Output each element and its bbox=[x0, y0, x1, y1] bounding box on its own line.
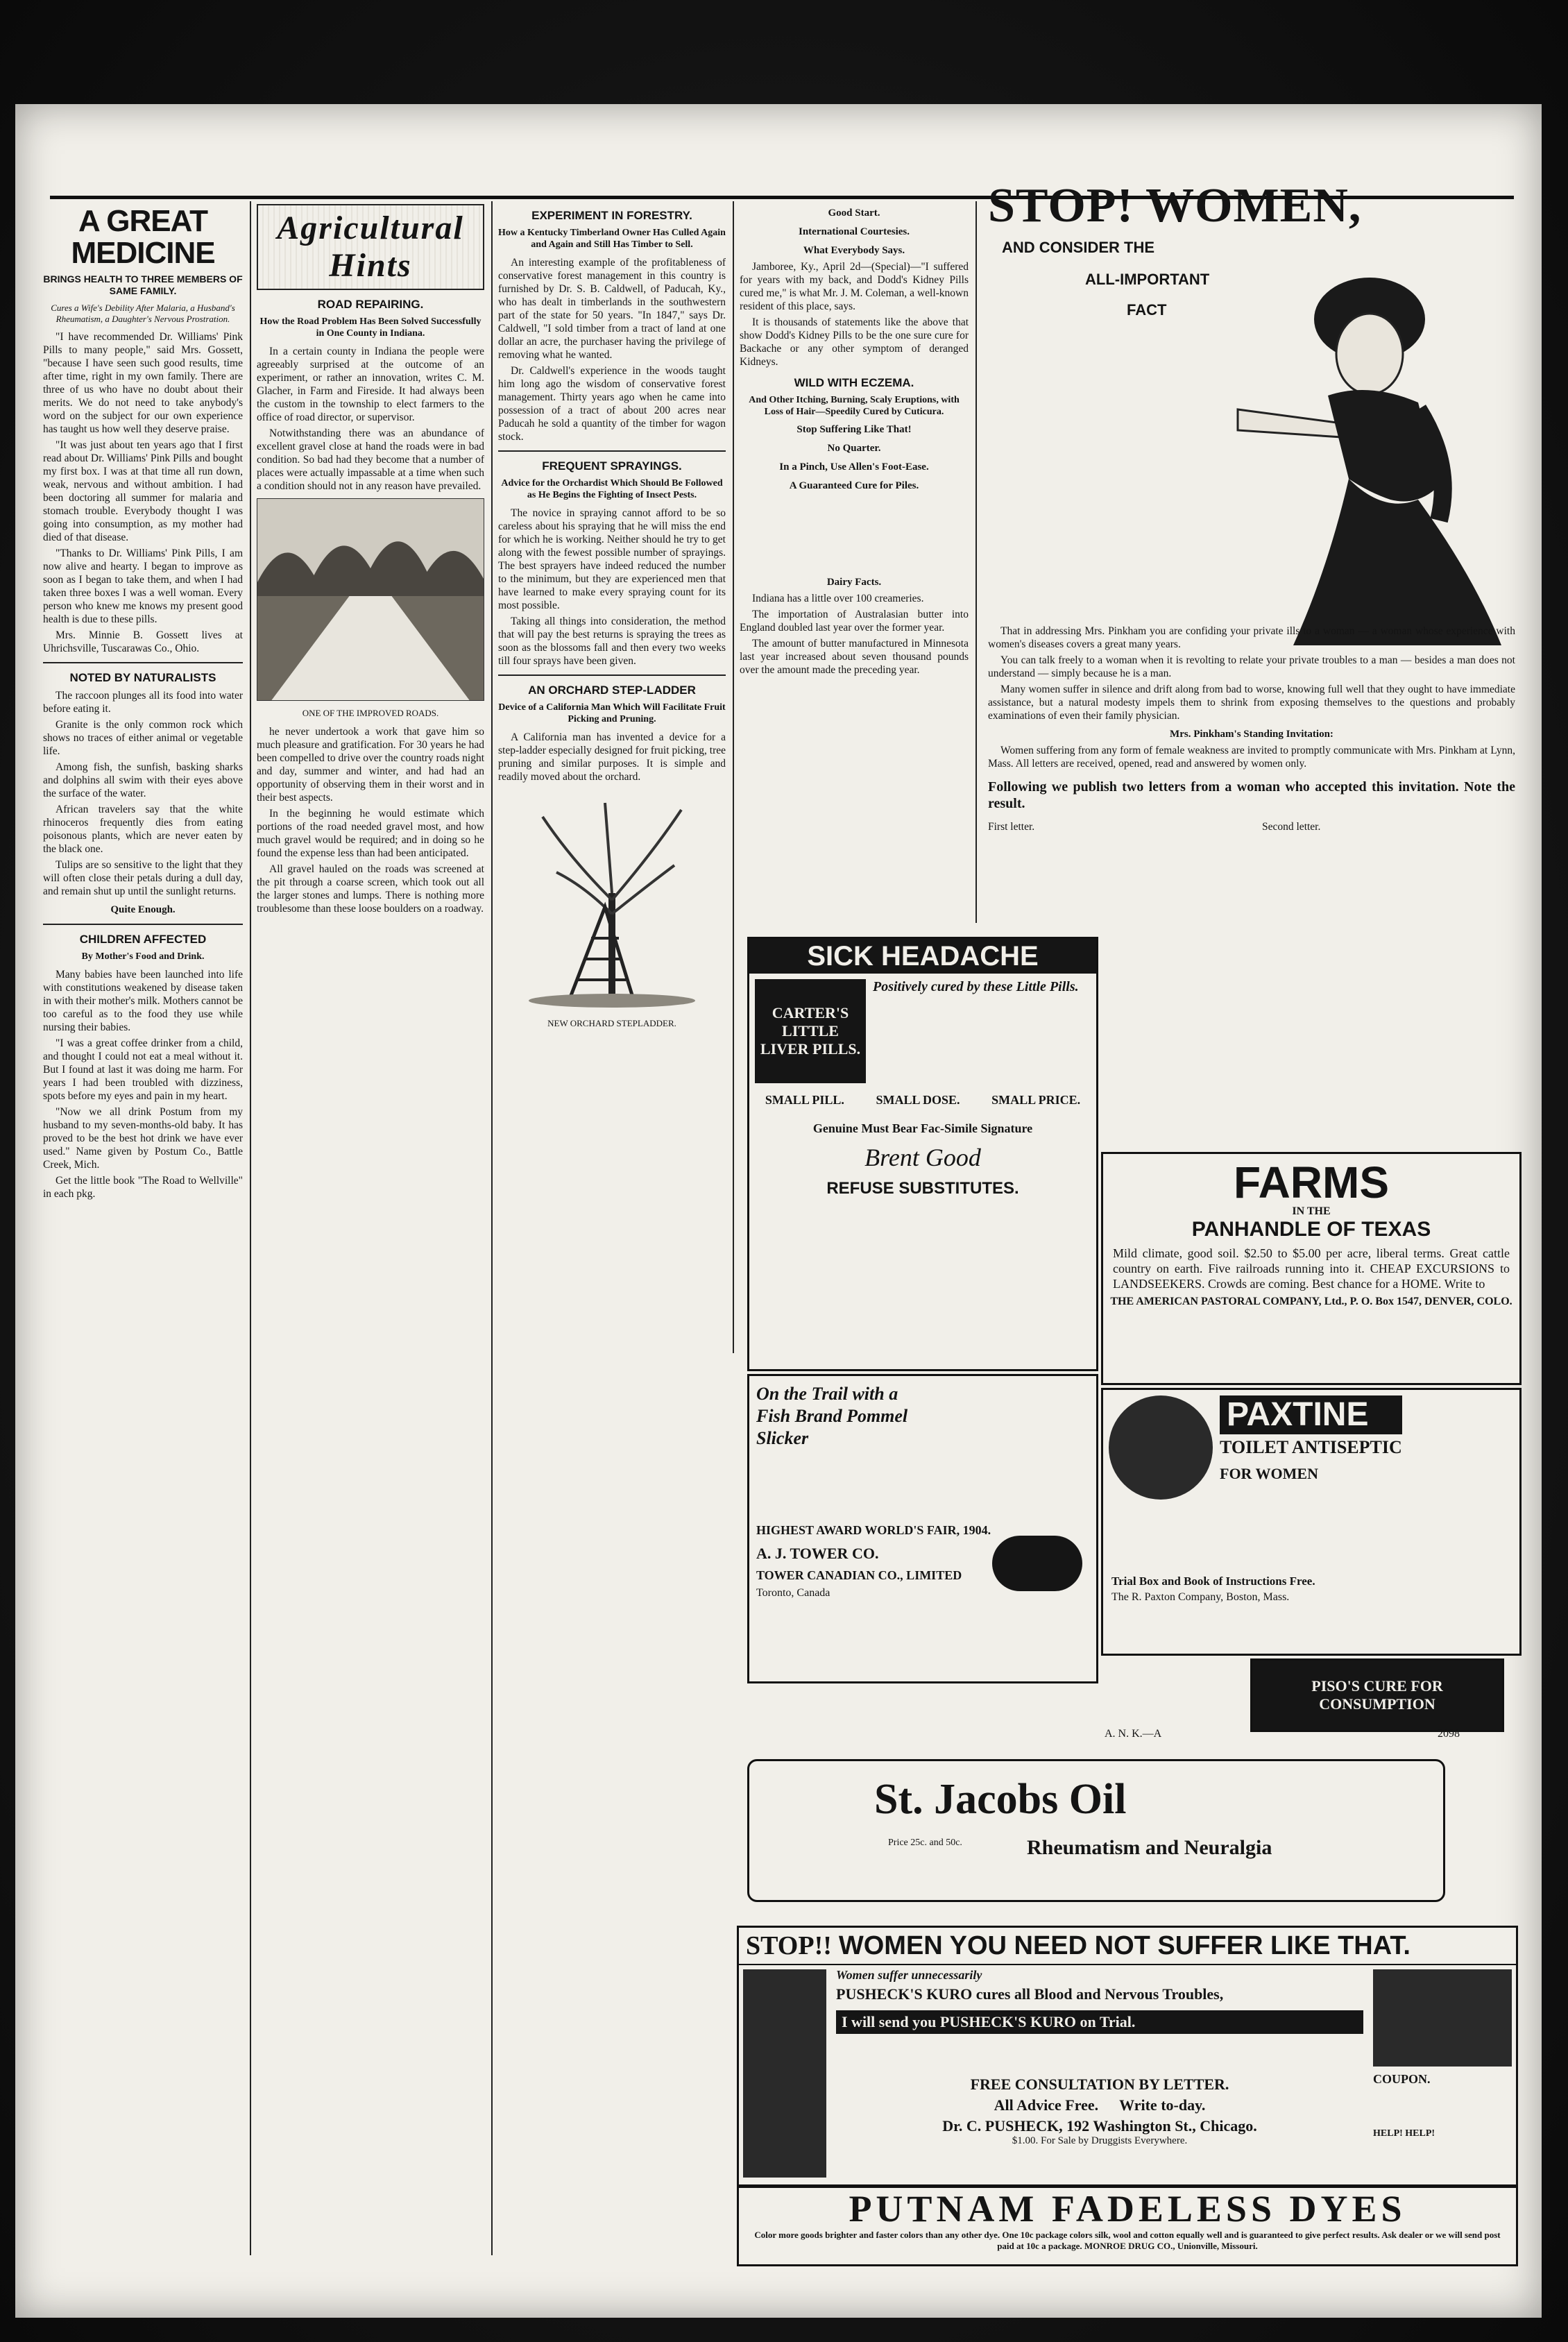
ad-free: FREE CONSULTATION BY LETTER. bbox=[970, 2076, 1229, 2093]
ad-headline: PUTNAM FADELESS DYES bbox=[849, 2188, 1406, 2230]
subhead: Quite Enough. bbox=[110, 904, 176, 915]
paragraph: In the beginning he would estimate which portions of the road needed gravel most, and how much gravel would be required; and in doing so he found the expense less than had been anticipated. bbox=[257, 808, 484, 859]
subhead: In a Pinch, Use Allen's Foot-Ease. bbox=[779, 461, 929, 473]
ad-towers bbox=[747, 1374, 1098, 1683]
ad-line: FACT bbox=[1127, 301, 1167, 319]
paragraph: "I was a great coffee drinker from a child, and thought I could not eat a meal without it. But I found at last it was doing me harm. For years I had been troubled with dizziness, spots before my eyes and pain in my heart. bbox=[43, 1037, 243, 1102]
paragraph: Dr. Caldwell's experience in the woods taught him long ago the wisdom of conservative forest management. Thirty years ago when he came into possession of a tract of about 200 acres near Paducah he sold a quantity of the timber for wagon stock. bbox=[498, 365, 726, 443]
ad-address: Dr. C. PUSHECK, 192 Washington St., Chicago. bbox=[942, 2117, 1257, 2135]
subhead: Dairy Facts. bbox=[826, 577, 882, 588]
ad-tags bbox=[749, 1093, 1096, 1108]
section-head: WILD WITH ECZEMA. bbox=[794, 376, 914, 389]
section-rule bbox=[43, 662, 243, 663]
paragraph: That in addressing Mrs. Pinkham you are confiding your private ills to a woman — a woman whose experience with women's diseases covers a great many years. bbox=[988, 625, 1515, 650]
paragraph: The amount of butter manufactured in Minnesota last year increased about seven thousand pounds over the amount made the preceding year. bbox=[740, 638, 969, 676]
ad-brand: PUSHECK'S KURO cures all Blood and Nervous Troubles, bbox=[836, 1985, 1224, 2003]
section-head: CHILDREN AFFECTED bbox=[79, 933, 207, 946]
footer-note: Get the little book "The Road to Wellville" in each pkg. bbox=[43, 1175, 243, 1200]
section-rule bbox=[43, 924, 243, 925]
ad-headline: FARMS bbox=[1234, 1157, 1389, 1207]
ad-company: The R. Paxton Company, Boston, Mass. bbox=[1111, 1591, 1290, 1603]
subhead: No Quarter. bbox=[827, 443, 881, 454]
carters-box: CARTER'S LITTLE LIVER PILLS. bbox=[755, 979, 866, 1083]
ad-line: On the Trail with a Fish Brand Pommel Slicker bbox=[756, 1384, 908, 1448]
paragraph: Many babies have been launched into life with constitutions weakened by disease taken in with their mother's milk. Mothers cannot be too careful as to the food they use while nursing their babies. bbox=[43, 969, 243, 1033]
ad-st-jacobs bbox=[747, 1759, 1445, 1902]
ad-price: $1.00. For Sale by Druggists Everywhere. bbox=[1012, 2135, 1188, 2146]
headline-great-medicine: A GREAT MEDICINE bbox=[71, 204, 215, 270]
paragraph: The importation of Australasian butter into England doubled last year over the former year. bbox=[740, 609, 969, 634]
subhead: What Everybody Says. bbox=[803, 245, 905, 256]
tag: SMALL PILL. bbox=[765, 1093, 844, 1107]
section-subhead: And Other Itching, Burning, Scaly Eruptions, with Loss of Hair—Speedily Cured by Cuticura. bbox=[749, 395, 960, 417]
ad-canada: TOWER CANADIAN CO., LIMITED bbox=[756, 1568, 962, 1582]
refuse-text: REFUSE SUBSTITUTES. bbox=[826, 1179, 1019, 1198]
column-rule bbox=[975, 201, 977, 923]
column-rule bbox=[733, 201, 734, 1353]
section-head: ROAD REPAIRING. bbox=[317, 298, 424, 311]
ad-headline: PAXTINE bbox=[1220, 1395, 1402, 1434]
section-rule bbox=[498, 674, 726, 676]
ad-fine: Price 25c. and 50c. bbox=[888, 1838, 962, 1848]
ad-sub: Positively cured by these Little Pills. bbox=[873, 979, 1079, 994]
paragraph: An interesting example of the profitableness of conservative forest management in this country is furnished by Dr. S. B. Caldwell, of Paducah, Ky., who has dealt in timberlands in the southwestern part of the state for 50 years. "In 1847," says Dr. Caldwell, "I sold timber from a tract of land at one dollar an acre, the purchaser having the privilege of removing what he wanted. bbox=[498, 257, 726, 361]
newspaper-page bbox=[15, 104, 1542, 2318]
section-rule bbox=[498, 450, 726, 452]
ad-trial: Trial Box and Book of Instructions Free. bbox=[1111, 1575, 1315, 1588]
ad-sick-headache bbox=[747, 937, 1098, 1371]
ad-headline: STOP! WOMEN, bbox=[988, 180, 1362, 232]
ad-company: A. J. TOWER CO. bbox=[756, 1545, 879, 1562]
column-rule bbox=[250, 201, 251, 2255]
agricultural-masthead: Agricultural Hints bbox=[257, 204, 484, 290]
genuine-text: Genuine Must Bear Fac-Simile Signature bbox=[812, 1121, 1033, 1135]
woman-portrait-icon bbox=[1109, 1395, 1213, 1500]
fish-brand-icon bbox=[992, 1536, 1082, 1591]
ad-sub: TOILET ANTISEPTIC bbox=[1220, 1437, 1402, 1457]
ad-line: Rheumatism and Neuralgia bbox=[1027, 1836, 1272, 1859]
ad-brand: St. Jacobs Oil bbox=[874, 1776, 1127, 1823]
ad-stop: STOP!! bbox=[746, 1931, 832, 1960]
woman-illustration bbox=[1210, 257, 1515, 645]
ad-body: Mild climate, good soil. $2.50 to $5.00 per acre, liberal terms. Great cattle country on earth. Five railroads running into it. CHEAP EXCURSIONS to LANDSEEKERS. Crowds are coming. Best chance for a HOME. Write to bbox=[1113, 1246, 1510, 1291]
paragraph: Granite is the only common rock which shows no traces of either animal or vegetable life. bbox=[43, 719, 243, 757]
section-head: AN ORCHARD STEP-LADDER bbox=[528, 684, 696, 697]
ad-paxtine bbox=[1101, 1388, 1522, 1656]
ad-farms bbox=[1101, 1152, 1522, 1385]
page-code: A. N. K.—A bbox=[1105, 1728, 1162, 1740]
subhead: A Guaranteed Cure for Piles. bbox=[789, 480, 919, 491]
paragraph: he never undertook a work that gave him so much pleasure and gratification. For 30 years he had been compelled to drive over the country roads night and day, summer and winter, and had had an opportunity of observing them in their worst and in their best aspects. bbox=[257, 726, 484, 804]
signoff: Mrs. Minnie B. Gossett lives at Uhrichsville, Tuscarawas Co., Ohio. bbox=[43, 629, 243, 654]
ad-sub: Women suffer unnecessarily bbox=[836, 1968, 982, 1982]
paragraph: Jamboree, Ky., April 2d—(Special)—"I suffered for years with my back, and Dodd's Kidney Pills cured me," is what Mr. J. M. Coleman, a well-known resident of this place, says. bbox=[740, 261, 969, 312]
paragraph: A California man has invented a device for a step-ladder especially designed for fruit picking, tree pruning and similar purposes. It is simple and readily moved about the orchard. bbox=[498, 731, 726, 783]
ad-for: FOR WOMEN bbox=[1220, 1465, 1318, 1482]
paragraph: Notwithstanding there was an abundance of excellent gravel close at hand the roads were in bad condition. So bad had they become that a number of places were actually impassable at a time when such a condition should not in any reason have prevailed. bbox=[257, 427, 484, 492]
subhead: International Courtesies. bbox=[799, 226, 910, 237]
illustration-caption: NEW ORCHARD STEPLADDER. bbox=[547, 1018, 676, 1028]
paragraph: "It was just about ten years ago that I first read about Dr. Williams' Pink Pills and bought my first box. I was at that time all run down, weak, nervous and without ambition. I had been doctoring all summer for malaria and stomach trouble. Everybody thought I was going into consumption, as my mother had died of that disease. bbox=[43, 439, 243, 543]
ad-offer: I will send you PUSHECK'S KURO on Trial. bbox=[836, 2010, 1363, 2034]
paragraph: "I have recommended Dr. Williams' Pink Pills to many people," said Mrs. Gossett, "because I have seen such good results, time after time, right in my own family. There are three of us who have no doubt about their merits. We do not need to take anybody's word on the subject for our own experience has taught us how well they deserve praise. bbox=[43, 331, 243, 435]
section-subhead: Advice for the Orchardist Which Should Be Followed as He Begins the Fighting of Insect Pests. bbox=[501, 478, 723, 500]
ad-headline: SICK HEADACHE bbox=[749, 939, 1096, 974]
subhead: Stop Suffering Like That! bbox=[796, 424, 912, 435]
tag: SMALL PRICE. bbox=[991, 1093, 1081, 1107]
paragraph: Women suffering from any form of female weakness are invited to promptly communicate with Mrs. Pinkham at Lynn, Mass. All letters are received, opened, read and answered by women only. bbox=[988, 745, 1515, 770]
paragraph: Taking all things into consideration, the method that will pay the best returns is spraying the trees as soon as the blossoms fall and then every two weeks till four sprays have been given. bbox=[498, 616, 726, 667]
section-subhead: By Mother's Food and Drink. bbox=[81, 951, 205, 962]
paragraph: You can talk freely to a woman when it is revolting to relate your private troubles to a man — besides a man does not understand — simply because he is a man. bbox=[988, 654, 1515, 679]
column-rule bbox=[491, 201, 493, 2255]
woman-portrait-icon bbox=[1373, 1969, 1512, 2067]
ad-help: HELP! HELP! bbox=[1373, 2128, 1435, 2139]
paragraph: African travelers say that the white rhinoceros frequently dies from eating poisonous plants, which are never eaten by the black one. bbox=[43, 804, 243, 855]
ad-company: THE AMERICAN PASTORAL COMPANY, Ltd., P. O. Box 1547, DENVER, COLO. bbox=[1110, 1296, 1512, 1307]
section-head: EXPERIMENT IN FORESTRY. bbox=[531, 209, 692, 222]
first-letter: First letter. bbox=[988, 821, 1035, 833]
section-head: FREQUENT SPRAYINGS. bbox=[542, 459, 682, 473]
road-illustration bbox=[257, 498, 484, 701]
ad-line: IN THE bbox=[1292, 1205, 1331, 1217]
man-portrait-icon bbox=[743, 1969, 826, 2178]
ad-body bbox=[988, 625, 1515, 833]
signature-icon: Brent Good bbox=[864, 1144, 981, 1171]
subhead: Mrs. Pinkham's Standing Invitation: bbox=[1170, 729, 1333, 740]
paragraph: In a certain county in Indiana the people were agreeably surprised at the outcome of an experiment, or rather an innovation, writes C. M. Glacher, in Farm and Fireside. It had always been the custom in the township to elect farmers to the office of road director, or supervisor. bbox=[257, 346, 484, 423]
ad-headline: WOMEN YOU NEED NOT SUFFER LIKE THAT. bbox=[838, 1931, 1411, 1960]
paragraph: All gravel hauled on the roads was screened at the pit through a coarse screen, which took out all the larger stones and lumps. There is nothing more troublesome than these loose boulders on a roadway. bbox=[257, 863, 484, 915]
ad-line: ALL-IMPORTANT bbox=[1085, 271, 1210, 288]
paragraph: Tulips are so sensitive to the light that they will often close their petals during a dull day, and remain shut up until the sunlight returns. bbox=[43, 859, 243, 897]
paragraph: The raccoon plunges all its food into water before eating it. bbox=[43, 690, 243, 715]
paragraph: It is thousands of statements like the above that show Dodd's Kidney Pills to be the one sure cure for Backache or any other symptom of deranged Kidneys. bbox=[740, 316, 969, 368]
section-subhead: How a Kentucky Timberland Owner Has Culled Again and Again and Still Has Timber to Sell. bbox=[498, 228, 726, 250]
column-3 bbox=[498, 201, 726, 2276]
ad-line: AND CONSIDER THE bbox=[1002, 239, 1155, 256]
ad-highest: HIGHEST AWARD WORLD'S FAIR, 1904. bbox=[756, 1523, 991, 1537]
paragraph: "Now we all drink Postum from my husband to my seven-months-old baby. It has proved to be the best hot drink we have ever used." Name given by Postum Co., Battle Creek, Mich. bbox=[43, 1106, 243, 1171]
page-number: 2098 bbox=[1438, 1728, 1460, 1740]
illustration-caption: ONE OF THE IMPROVED ROADS. bbox=[302, 708, 439, 718]
paragraph: Many women suffer in silence and drift along from bad to worse, knowing full well that they ought to have immediate assistance, but a natural modesty impels them to shrink from exposing themselves to the questions and probably examinations of even their family physician. bbox=[988, 684, 1515, 722]
ad-consumption: PISO'S CURE FOR CONSUMPTION bbox=[1250, 1658, 1504, 1732]
ad-advice-row bbox=[836, 2096, 1363, 2114]
ad-body: Color more goods brighter and faster colors than any other dye. One 10c package colors silk, wool and cotton equally well and is guaranteed to give perfect results. Ask dealer or we will send post paid at 10c a package. MONROE DRUG CO., Unionville, Missouri. bbox=[754, 2230, 1501, 2251]
column-1 bbox=[43, 201, 243, 2276]
ad-kuro bbox=[737, 1926, 1518, 2187]
ad-following: Following we publish two letters from a woman who accepted this invitation. Note the result. bbox=[988, 779, 1515, 811]
subdeck: Cures a Wife's Debility After Malaria, a Husband's Rheumatism, a Daughter's Nervous Prostration. bbox=[51, 303, 235, 324]
paragraph: Indiana has a little over 100 creameries. bbox=[752, 593, 924, 604]
ad-advice: All Advice Free. bbox=[994, 2096, 1099, 2114]
paragraph: "Thanks to Dr. Williams' Pink Pills, I am now alive and hearty. I began to improve as soon as I began to take them, and when I had taken three boxes I was a well woman. Every person who knew me knows my present good health is due to these pills. bbox=[43, 548, 243, 625]
subhead: Good Start. bbox=[828, 207, 880, 219]
paragraph: Among fish, the sunfish, basking sharks and dolphins all swim with their eyes above the surface of the water. bbox=[43, 761, 243, 799]
deck: BRINGS HEALTH TO THREE MEMBERS OF SAME FAMILY. bbox=[43, 273, 243, 296]
paragraph: The novice in spraying cannot afford to be so careless about his spraying that he will miss the end for which he is working. Neither should he try to get along with the fewest possible number of sprayings. The best sprayers have indeed reduced the number to the minimum, but they are experienced men that have learned to make every spraying count for its most possible. bbox=[498, 507, 726, 611]
ad-line: PANHANDLE OF TEXAS bbox=[1191, 1218, 1431, 1241]
ad-write: Write to-day. bbox=[1119, 2096, 1206, 2114]
ad-putnam bbox=[737, 2186, 1518, 2266]
tag: SMALL DOSE. bbox=[876, 1093, 960, 1107]
section-subhead: How the Road Problem Has Been Solved Successfully in One County in Indiana. bbox=[259, 316, 482, 339]
column-2 bbox=[257, 201, 484, 2276]
ad-coupon: COUPON. bbox=[1373, 2072, 1431, 2086]
ad-city: Toronto, Canada bbox=[756, 1587, 830, 1599]
stepladder-illustration bbox=[498, 789, 726, 1011]
section-head: NOTED BY NATURALISTS bbox=[69, 671, 216, 684]
section-subhead: Device of a California Man Which Will Facilitate Fruit Picking and Pruning. bbox=[498, 702, 726, 724]
second-letter: Second letter. bbox=[1262, 821, 1321, 833]
